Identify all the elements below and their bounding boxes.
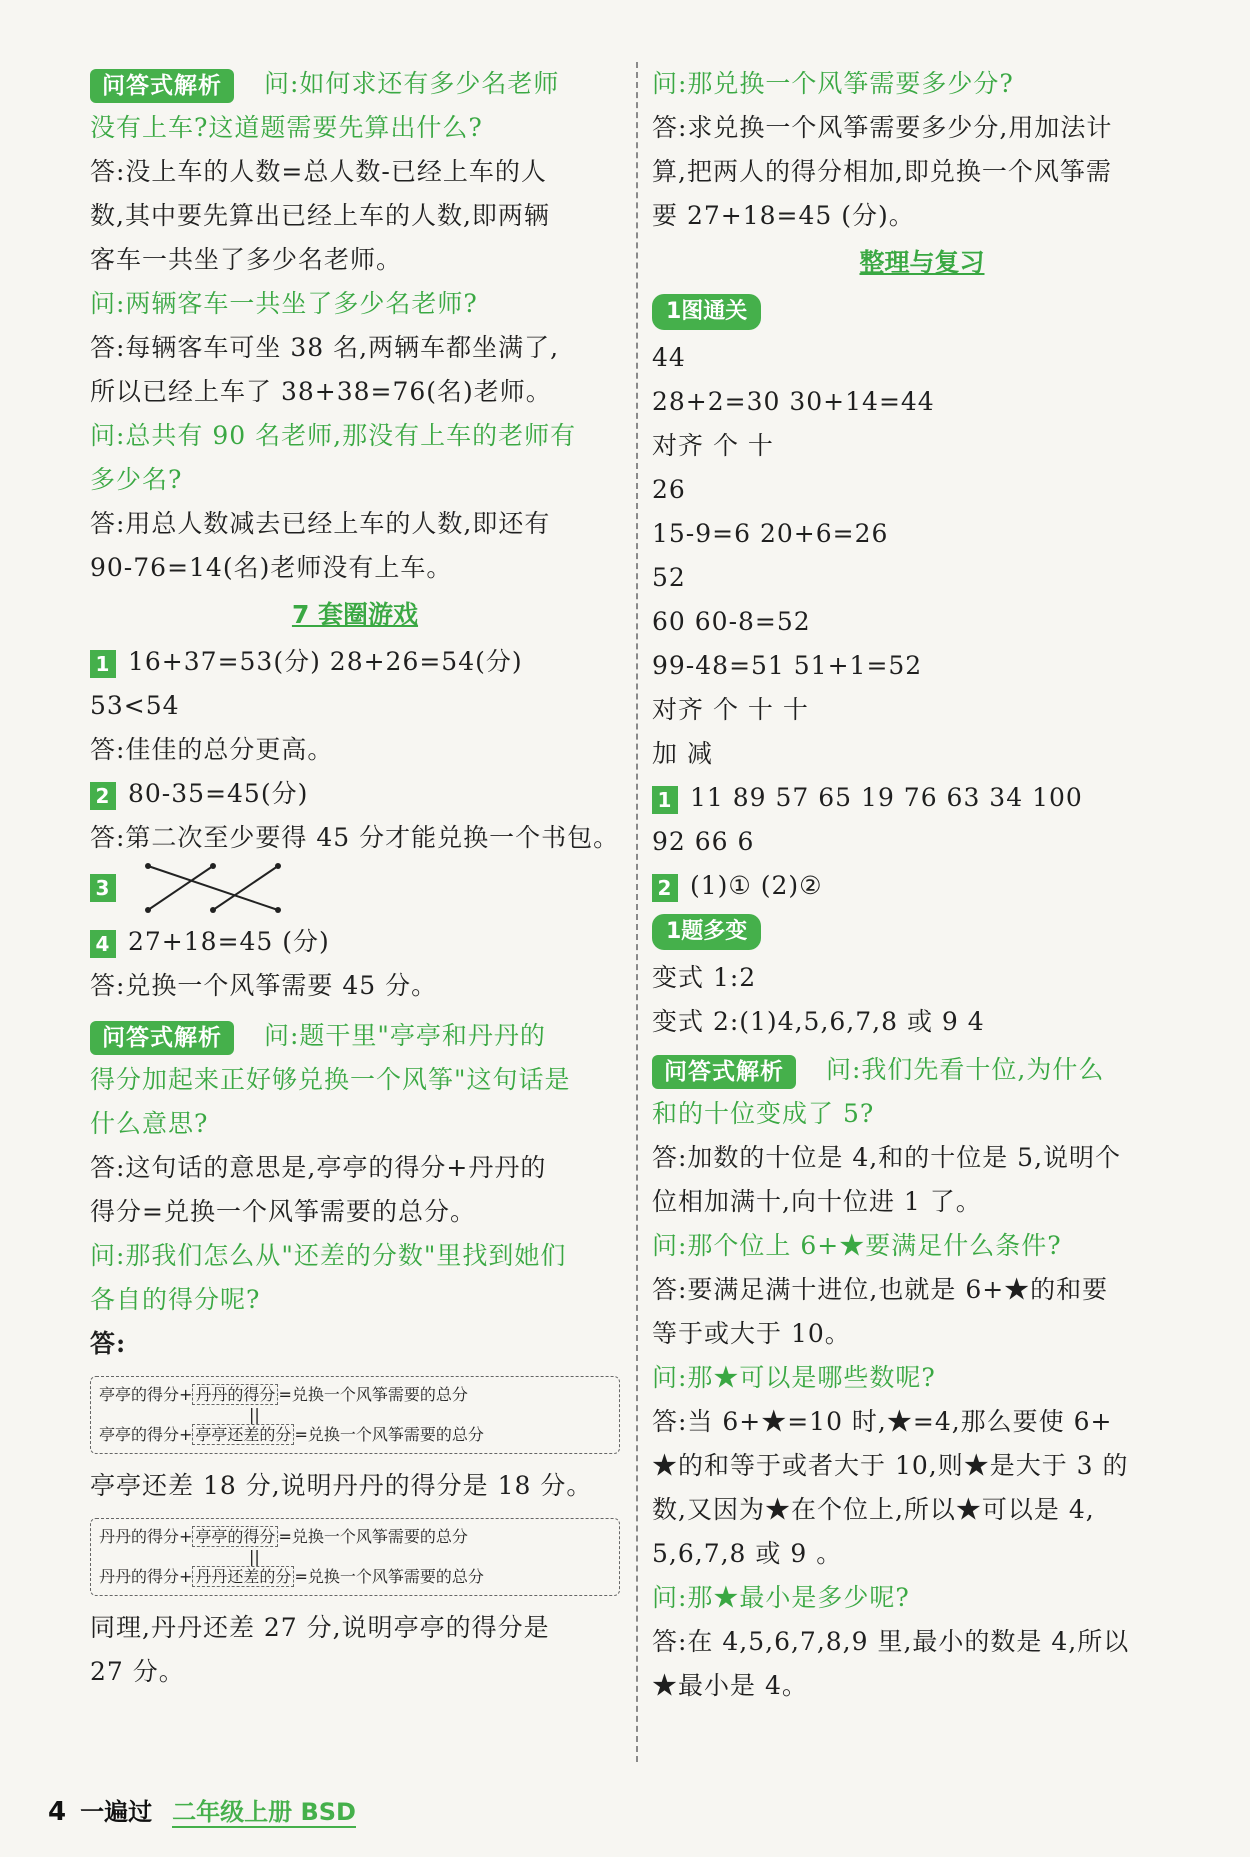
- box-text: =兑换一个风筝需要的总分: [278, 1385, 468, 1404]
- box-text: 丹丹的得分+: [99, 1527, 193, 1546]
- exercise-text: 53<54: [90, 691, 180, 720]
- question-text: 问:那个位上 6+★要满足什么条件?: [652, 1231, 1062, 1260]
- question-text: 问:我们先看十位,为什么: [826, 1055, 1105, 1084]
- question-text: 多少名?: [90, 465, 183, 494]
- review-line: 26: [652, 475, 686, 504]
- exercise-text: 80-35=45(分): [128, 779, 309, 808]
- answer-text: 要 27+18=45 (分)。: [652, 201, 915, 230]
- exercise-number: 2: [90, 782, 116, 810]
- qa-analysis-tag: 问答式解析: [90, 69, 234, 103]
- answer-text: 答:当 6+★=10 时,★=4,那么要使 6+: [652, 1407, 1113, 1436]
- question-text: 问:总共有 90 名老师,那没有上车的老师有: [90, 421, 577, 450]
- answer-text: 答:用总人数减去已经上车的人数,即还有: [90, 509, 551, 538]
- answer-text: 数,又因为★在个位上,所以★可以是 4,: [652, 1495, 1095, 1524]
- question-text: 得分加起来正好够兑换一个风筝"这句话是: [90, 1065, 571, 1094]
- qa-analysis-tag: 问答式解析: [90, 1021, 234, 1055]
- answer-text: 位相加满十,向十位进 1 了。: [652, 1187, 982, 1216]
- box-highlight: 亭亭的得分: [192, 1526, 278, 1547]
- box-text: 亭亭的得分+: [99, 1425, 193, 1444]
- answer-text: 答:求兑换一个风筝需要多少分,用加法计: [652, 113, 1113, 142]
- box-text: 亭亭的得分+: [99, 1385, 193, 1404]
- review-line: 28+2=30 30+14=44: [652, 387, 935, 416]
- question-text: 问:如何求还有多少名老师: [264, 69, 560, 98]
- exercise-text: 16+37=53(分) 28+26=54(分): [128, 647, 523, 676]
- exercise-text: 11 89 57 65 19 76 63 34 100: [690, 783, 1083, 812]
- box-highlight: 亭亭还差的分: [192, 1424, 294, 1445]
- brand-name: 一遍过: [80, 1798, 153, 1826]
- answer-text: 90-76=14(名)老师没有上车。: [90, 553, 453, 582]
- answer-text: 答:兑换一个风筝需要 45 分。: [90, 971, 438, 1000]
- answer-text: 所以已经上车了 38+38=76(名)老师。: [90, 377, 552, 406]
- equation-box: [90, 1376, 620, 1454]
- exercise-number: 2: [652, 874, 678, 902]
- one-question-variants-badge: 1题多变: [652, 914, 761, 950]
- answer-text: 得分=兑换一个风筝需要的总分。: [90, 1197, 476, 1226]
- review-line: 60 60-8=52: [652, 607, 811, 636]
- review-line: 99-48=51 51+1=52: [652, 651, 923, 680]
- section-title: 7 套圈游戏: [291, 600, 419, 629]
- answer-text: 27 分。: [90, 1657, 185, 1686]
- question-text: 各自的得分呢?: [90, 1285, 261, 1314]
- exercise-number: 1: [90, 650, 116, 678]
- equation-box: [90, 1518, 620, 1596]
- equals-mark: ||: [249, 1547, 260, 1566]
- one-chart-badge: 1图通关: [652, 294, 761, 330]
- box-text: =兑换一个风筝需要的总分: [294, 1425, 484, 1444]
- box-text: =兑换一个风筝需要的总分: [294, 1567, 484, 1586]
- qa-analysis-tag: 问答式解析: [652, 1055, 796, 1089]
- question-text: 问:那我们怎么从"还差的分数"里找到她们: [90, 1241, 567, 1270]
- answer-text: 客车一共坐了多少名老师。: [90, 245, 403, 274]
- box-text: 丹丹的得分+: [99, 1567, 193, 1586]
- exercise-text: 27+18=45 (分): [128, 927, 330, 956]
- answer-text: 答:加数的十位是 4,和的十位是 5,说明个: [652, 1143, 1122, 1172]
- answer-text: 数,其中要先算出已经上车的人数,即两辆: [90, 201, 550, 230]
- answer-text: ★最小是 4。: [652, 1671, 808, 1700]
- question-text: 问:那★可以是哪些数呢?: [652, 1363, 936, 1392]
- question-text: 问:那兑换一个风筝需要多少分?: [652, 69, 1014, 98]
- box-text: =兑换一个风筝需要的总分: [278, 1527, 468, 1546]
- question-text: 什么意思?: [90, 1109, 209, 1138]
- answer-text: ★的和等于或者大于 10,则★是大于 3 的: [652, 1451, 1129, 1480]
- answer-text: 答:: [90, 1329, 127, 1358]
- variant-text: 变式 2:(1)4,5,6,7,8 或 9 4: [652, 1007, 985, 1036]
- answer-text: 答:佳佳的总分更高。: [90, 735, 334, 764]
- review-line: 加 减: [652, 739, 713, 768]
- review-line: 44: [652, 343, 686, 372]
- equals-mark: ||: [249, 1405, 260, 1424]
- answer-text: 算,把两人的得分相加,即兑换一个风筝需: [652, 157, 1112, 186]
- answer-text: 答:第二次至少要得 45 分才能兑换一个书包。: [90, 823, 620, 852]
- question-text: 问:题干里"亭亭和丹丹的: [264, 1021, 546, 1050]
- box-highlight: 丹丹还差的分: [192, 1566, 294, 1587]
- answer-text: 亭亭还差 18 分,说明丹丹的得分是 18 分。: [90, 1471, 593, 1500]
- answer-text: 答:要满足满十进位,也就是 6+★的和要: [652, 1275, 1109, 1304]
- answer-text: 同理,丹丹还差 27 分,说明亭亭的得分是: [90, 1613, 550, 1642]
- exercise-text: 92 66 6: [652, 827, 755, 856]
- answer-text: 5,6,7,8 或 9 。: [652, 1539, 843, 1568]
- answer-text: 答:这句话的意思是,亭亭的得分+丹丹的: [90, 1153, 547, 1182]
- answer-text: 等于或大于 10。: [652, 1319, 851, 1348]
- question-text: 没有上车?这道题需要先算出什么?: [90, 113, 483, 142]
- answer-text: 答:每辆客车可坐 38 名,两辆车都坐满了,: [90, 333, 560, 362]
- answer-text: 答:没上车的人数=总人数-已经上车的人: [90, 157, 547, 186]
- column-divider: [636, 62, 638, 1762]
- right-column: [652, 62, 1192, 1708]
- exercise-number: 4: [90, 930, 116, 958]
- page-number: 4: [48, 1797, 67, 1827]
- left-column: [90, 62, 620, 1694]
- page-footer: [48, 1792, 356, 1827]
- review-line: 对齐 个 十: [652, 431, 774, 460]
- exercise-number: 1: [652, 786, 678, 814]
- exercise-text: (1)① (2)②: [690, 871, 823, 900]
- matching-lines-diagram: [138, 860, 288, 916]
- grade-label: 二年级上册 BSD: [172, 1798, 356, 1826]
- question-text: 问:那★最小是多少呢?: [652, 1583, 910, 1612]
- exercise-number: 3: [90, 874, 116, 902]
- review-line: 52: [652, 563, 686, 592]
- variant-text: 变式 1:2: [652, 963, 757, 992]
- question-text: 问:两辆客车一共坐了多少名老师?: [90, 289, 478, 318]
- review-line: 15-9=6 20+6=26: [652, 519, 889, 548]
- section-title: 整理与复习: [859, 248, 985, 277]
- review-line: 对齐 个 十 十: [652, 695, 809, 724]
- box-highlight: 丹丹的得分: [192, 1384, 278, 1405]
- answer-text: 答:在 4,5,6,7,8,9 里,最小的数是 4,所以: [652, 1627, 1130, 1656]
- question-text: 和的十位变成了 5?: [652, 1099, 875, 1128]
